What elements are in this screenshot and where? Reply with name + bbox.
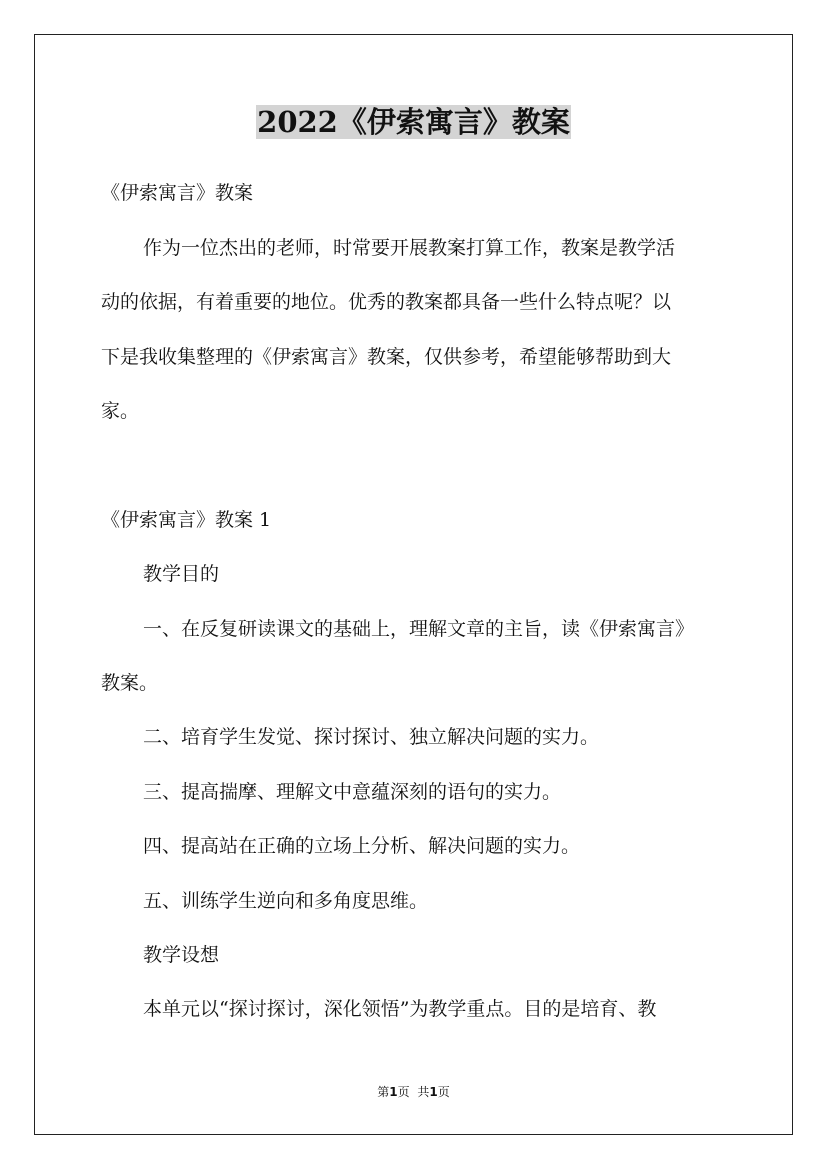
document-title bbox=[0, 103, 827, 141]
page-footer bbox=[0, 1084, 827, 1100]
list-item: 四、提高站在正确的立场上分析、解决问题的实力。 bbox=[143, 835, 581, 857]
paragraph-line: 动的依据，有着重要的地位。优秀的教案都具备一些什么特点呢？以 bbox=[101, 291, 672, 313]
section-heading: 《伊索寓言》教案 bbox=[101, 182, 254, 204]
title-highlight: 2022《伊索寓言》教案 bbox=[257, 105, 570, 139]
subheading: 教学设想 bbox=[143, 944, 220, 966]
footer-total-prefix: 共 bbox=[417, 1085, 430, 1099]
section-heading: 《伊索寓言》教案 1 bbox=[101, 509, 272, 531]
paragraph-line: 家。 bbox=[101, 400, 140, 422]
list-item: 二、培育学生发觉、探讨探讨、独立解决问题的实力。 bbox=[143, 726, 600, 748]
paragraph-line: 本单元以“探讨探讨，深化领悟”为教学重点。目的是培育、教 bbox=[143, 998, 657, 1020]
footer-total-pages: 1 bbox=[429, 1085, 438, 1099]
paragraph-line: 下是我收集整理的《伊索寓言》教案，仅供参考，希望能够帮助到大 bbox=[101, 346, 672, 368]
list-item: 五、训练学生逆向和多角度思维。 bbox=[143, 890, 429, 912]
paragraph-line: 教案。 bbox=[101, 672, 159, 694]
list-item: 三、提高揣摩、理解文中意蕴深刻的语句的实力。 bbox=[143, 781, 562, 803]
footer-total-suffix: 页 bbox=[437, 1085, 450, 1099]
subheading: 教学目的 bbox=[143, 563, 220, 585]
footer-page-number: 1 bbox=[389, 1085, 398, 1099]
paragraph-line: 作为一位杰出的老师，时常要开展教案打算工作，教案是教学活 bbox=[143, 237, 676, 259]
footer-page-suffix: 页 bbox=[397, 1085, 410, 1099]
paragraph-line: 一、在反复研读课文的基础上，理解文章的主旨，读《伊索寓言》 bbox=[143, 618, 695, 640]
footer-page-prefix: 第 bbox=[377, 1085, 390, 1099]
